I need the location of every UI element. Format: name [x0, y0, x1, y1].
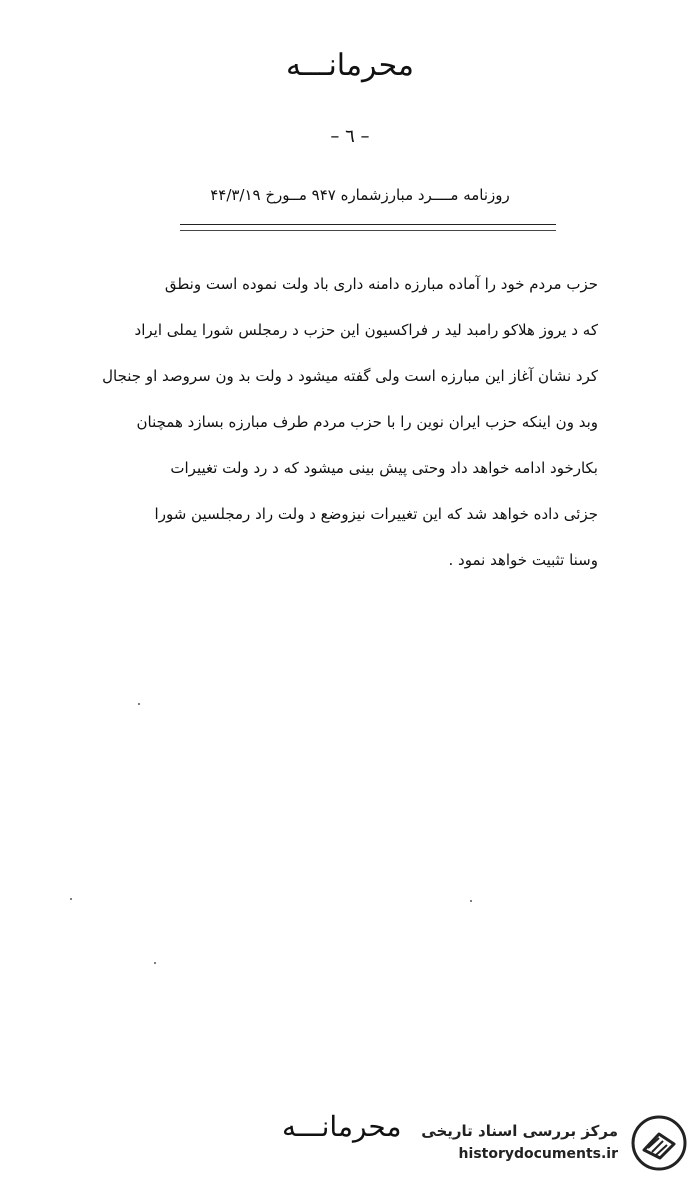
book-logo-icon: [630, 1114, 688, 1172]
watermark: [420, 1112, 692, 1172]
body-line-3: کرد نشان آغاز این مبارزه است ولی گفته میشود د ولت بد ون سروصد او جنجال: [102, 367, 598, 385]
watermark-text-fa: مرکز بررسی اسناد تاریخی: [421, 1122, 618, 1140]
scan-speck: [70, 898, 72, 900]
scan-speck: [154, 962, 156, 964]
body-line-5: بکارخود ادامه خواهد داد وحتی پیش بینی میشود که د رد ولت تغییرات: [170, 459, 598, 477]
watermark-text-en: historydocuments.ir: [458, 1146, 618, 1162]
source-underline: [180, 224, 556, 225]
body-line-1: حزب مردم خود را آماده مبارزه دامنه داری باد ولت نموده است ونطق: [164, 275, 598, 293]
scan-speck: [138, 703, 140, 705]
body-line-7: وسنا تثبیت خواهد نمود .: [448, 551, 598, 569]
body-line-4: وبد ون اینکه حزب ایران نوین را با حزب مردم طرف مبارزه بسازد همچنان: [136, 413, 598, 431]
footer-title: محرمانـــه: [282, 1110, 402, 1143]
body-text: [60, 270, 598, 592]
header-title: محرمانـــه: [286, 48, 414, 83]
body-line-2: که د یروز هلاکو رامبد لید ر فراکسیون این حزب د رمجلس شورا یملی ایراد: [134, 321, 598, 339]
source-underline-secondary: [180, 230, 556, 231]
source-line: روزنامه مــــرد مبارزشماره ۹۴۷ مــورخ ۴۴/۳/۱۹: [210, 186, 510, 204]
scan-speck: [470, 900, 472, 902]
page-number: – ٦ –: [330, 126, 370, 147]
body-line-6: جزئی داده خواهد شد که این تغییرات نیزوضع د ولت راد رمجلسین شورا: [154, 505, 598, 523]
